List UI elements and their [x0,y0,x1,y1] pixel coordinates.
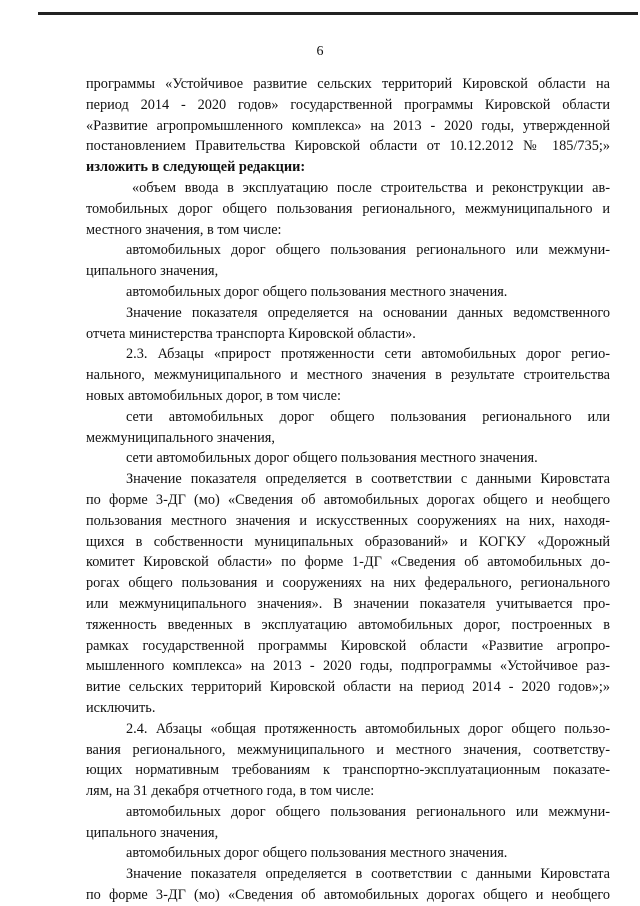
top-rule [38,12,638,15]
text-line: Значение показателя определяется в соответствии с данными Кировстата [126,471,610,488]
text-line: автомобильных дорог общего пользования местного значения. [126,845,508,862]
text-line: ющих нормативным требованиям к транспортно-эксплуатационным показате- [86,762,610,779]
text-line: мышленного комплекса» на 2013 - 2020 годы, подпрограммы «Устойчивое раз- [86,658,610,675]
text-line: по форме 3-ДГ (мо) «Сведения об автомобильных дорогах общего и необщего [86,491,610,508]
text-line: исключить. [86,699,156,716]
text-line: томобильных дорог общего пользования регионального, межмуниципального и [86,200,610,217]
page-number: 6 [316,44,324,59]
text-line: автомобильных дорог общего пользования регионального или межмуни- [126,803,610,820]
text-line: Значение показателя определяется в соответствии с данными Кировстата [126,866,610,883]
text-line: местного значения, в том числе: [86,221,282,238]
text-line: автомобильных дорог общего пользования местного значения. [126,283,508,300]
text-line: нального, межмуниципального и местного значения в результате строительства [86,367,610,384]
text-line: тяженность введенных в эксплуатацию автомобильных дорог, построенных в [86,616,610,633]
text-line: 2.4. Абзацы «общая протяженность автомобильных дорог общего пользо- [126,720,610,737]
text-line: 2.3. Абзацы «прирост протяженности сети автомобильных дорог регио- [126,346,610,363]
text-line: по форме 3-ДГ (мо) «Сведения об автомобильных дорогах общего и необщего [86,887,610,904]
text-line: ципального значения, [86,263,219,280]
text-line: постановлением Правительства Кировской области от 10.12.2012 № 185/735;» [86,138,610,155]
text-line: ципального значения, [86,824,219,841]
text-line-bold: изложить в следующей редакции: [86,159,306,176]
text-line: отчета министерства транспорта Кировской области». [86,325,416,342]
text-line: сети автомобильных дорог общего пользования местного значения. [126,450,538,467]
text-line: автомобильных дорог общего пользования регионального или межмуни- [126,242,610,259]
text-line: «Развитие агропромышленного комплекса» на 2013 - 2020 годы, утвержденной [86,117,610,134]
text-line: межмуниципального значения, [86,429,275,446]
text-line: период 2014 - 2020 годов» государственной программы Кировской области [86,96,610,113]
text-line: программы «Устойчивое развитие сельских территорий Кировской области на [86,76,610,92]
text-line: вания регионального, межмуниципального и местного значения, соответству- [86,741,610,758]
text-line: сети автомобильных дорог общего пользования регионального или [126,408,610,425]
text-line: «объем ввода в эксплуатацию после строительства и реконструкции ав- [132,179,610,196]
text-line: щихся в собственности муниципальных образований» и КОГКУ «Дорожный [86,533,610,550]
text-line: Значение показателя определяется на основании данных ведомственного [126,304,610,321]
text-line: лям, на 31 декабря отчетного года, в том числе: [86,783,375,800]
text-line: новых автомобильных дорог, в том числе: [86,387,341,404]
text-line: комитет Кировской области» по форме 1-ДГ «Сведения об автомобильных до- [86,554,610,571]
text-line: пользования местного значения и искусственных сооружениях на них, находя- [86,512,610,529]
text-line: витие сельских территорий Кировской области на период 2014 - 2020 годов»;» [86,679,610,696]
text-line: рогах общего пользования и сооружениях на них федерального, регионального [86,575,610,592]
text-line: рамках государственной программы Кировской области «Развитие агропро- [86,637,610,654]
document-body [86,74,610,906]
text-line: или межмуниципального значения». В значении показателя учитывается про- [86,595,610,612]
